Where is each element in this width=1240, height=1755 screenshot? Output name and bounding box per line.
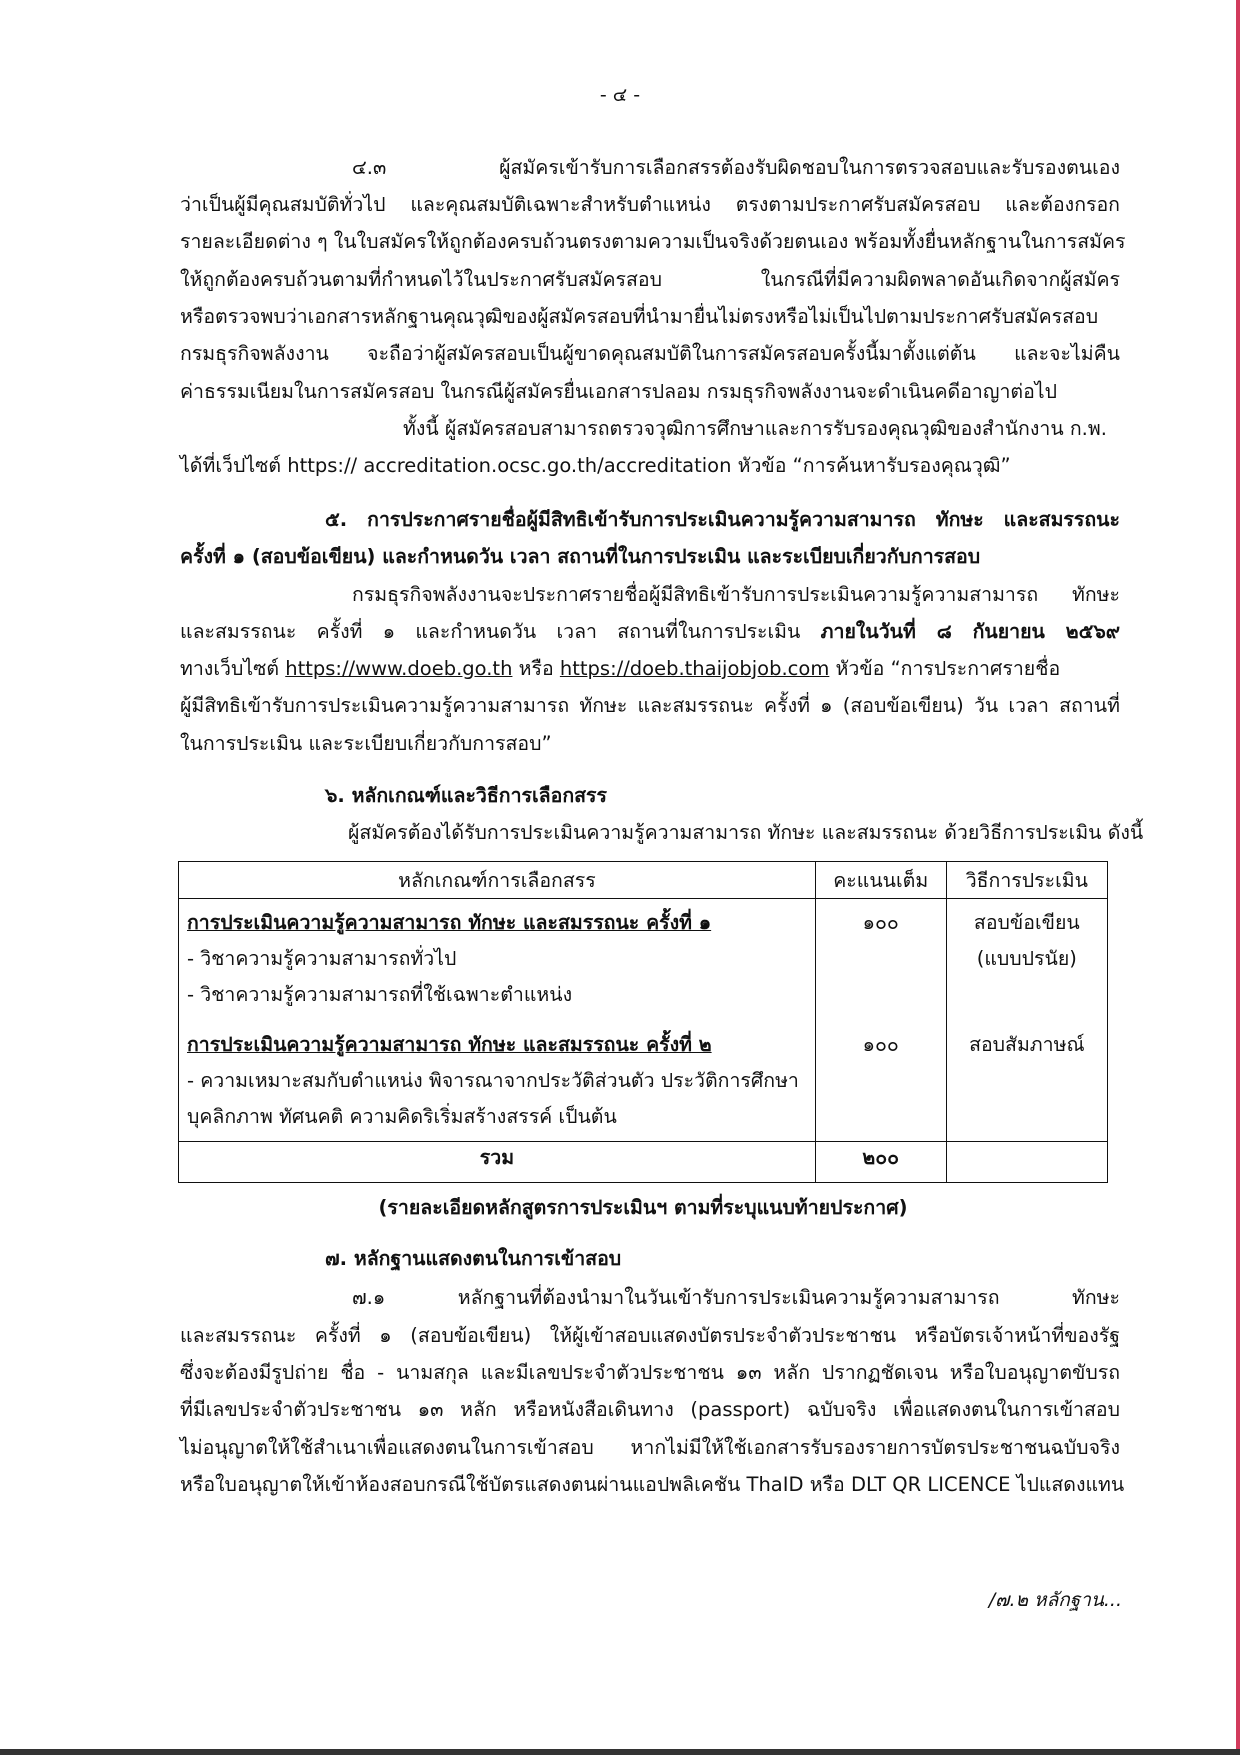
continuation-note: /๗.๒ หลักฐาน... [988,1589,1122,1611]
s4-line-3: รายละเอียดต่าง ๆ ในใบสมัครให้ถูกต้องครบถ้วนตรงตามความเป็นจริงด้วยตนเอง พร้อมทั้งยื่นหลักฐานในการสมัคร [180,230,1126,253]
s4-line-7: ค่าธรรมเนียมในการสมัครสอบ ในกรณีผู้สมัครยื่นเอกสารปลอม กรมธุรกิจพลังงานจะดำเนินคดีอาญาต่อไป [180,380,1057,403]
s6-footnote: (รายละเอียดหลักสูตรการประเมินฯ ตามที่ระบุแนบท้ายประกาศ) [378,1196,908,1219]
score-cell [815,899,946,1142]
page-number: - ๔ - [599,84,641,106]
round2-item-1: - ความเหมาะสมกับตำแหน่ง พิจารณาจากประวัติส่วนตัว ประวัติการศึกษา [187,1069,799,1092]
doeb-website-link[interactable]: https://www.doeb.go.th [285,657,513,680]
s5-heading-1: ๕. การประกาศรายชื่อผู้มีสิทธิเข้ารับการประเมินความรู้ความสามารถ ทักษะ และสมรรถนะ [325,508,1120,531]
header-criteria: หลักเกณฑ์การเลือกสรร [179,862,816,899]
s7-line-2: และสมรรถนะ ครั้งที่ ๑ (สอบข้อเขียน) ให้ผู้เข้าสอบแสดงบัตรประจำตัวประชาชน หรือบัตรเจ้าหน้าที่ของรัฐ [180,1324,1120,1347]
announcement-date: ภายในวันที่ ๘ กันยายน ๒๕๖๙ [820,620,1120,643]
method-cell [946,899,1107,1142]
s7-heading: ๗. หลักฐานแสดงตนในการเข้าสอบ [325,1247,622,1270]
s5-line-5: ในการประเมิน และระเบียบเกี่ยวกับการสอบ” [180,732,552,755]
criteria-table-total-row [179,1142,1108,1183]
round1-title: การประเมินความรู้ความสามารถ ทักษะ และสมรรถนะ ครั้งที่ ๑ [187,911,712,934]
s7-line-1: ๗.๑ หลักฐานที่ต้องนำมาในวันเข้ารับการประเมินความรู้ความสามารถ ทักษะ [352,1286,1120,1309]
total-score: ๒๐๐ [815,1142,946,1183]
s5-line-3 [180,651,1120,687]
s5-heading-2: ครั้งที่ ๑ (สอบข้อเขียน) และกำหนดวัน เวลา สถานที่ในการประเมิน และระเบียบเกี่ยวกับการสอบ [180,545,981,568]
s4-line-1: ๔.๓ ผู้สมัครเข้ารับการเลือกสรรต้องรับผิดชอบในการตรวจสอบและรับรองตนเอง [352,156,1120,179]
page-edge-bottom [0,1749,1240,1755]
s5-line-3-mid: หรือ [512,657,560,680]
criteria-table [178,861,1108,1183]
round2-item-2: บุคลิกภาพ ทัศนคติ ความคิดริเริ่มสร้างสรรค์ เป็นต้น [187,1105,617,1128]
s5-line-1: กรมธุรกิจพลังงานจะประกาศรายชื่อผู้มีสิทธิเข้ารับการประเมินความรู้ความสามารถ ทักษะ [352,583,1120,606]
page-edge-right [1236,0,1240,1755]
s7-line-4: ที่มีเลขประจำตัวประชาชน ๑๓ หลัก หรือหนังสือเดินทาง (passport) ฉบับจริง เพื่อแสดงตนในการเข้าสอบ [180,1398,1120,1421]
s4-note-line-2: ได้ที่เว็ปไซต์ https:// accreditation.ocsc.go.th/accreditation หัวข้อ “การค้นหารับรองคุณวุฒิ” [180,454,1011,477]
s4-line-5: หรือตรวจพบว่าเอกสารหลักฐานคุณวุฒิของผู้สมัครสอบที่นำมายื่นไม่ตรงหรือไม่เป็นไปตามประกาศรับสมัครสอบ [180,305,1099,328]
round2-method: สอบสัมภาษณ์ [969,1033,1085,1056]
total-label: รวม [179,1142,816,1183]
s7-line-6: หรือใบอนุญาตให้เข้าห้องสอบกรณีใช้บัตรแสดงตนผ่านแอปพลิเคชัน ThaID หรือ DLT QR LICENCE ไปแสดงแทน [180,1473,1125,1496]
round1-item-2: - วิชาความรู้ความสามารถที่ใช้เฉพาะตำแหน่ง [187,983,573,1006]
s7-line-3: ซึ่งจะต้องมีรูปถ่าย ชื่อ - นามสกุล และมีเลขประจำตัวประชาชน ๑๓ หลัก ปรากฏชัดเจน หรือใบอนุญาตขับรถ [180,1361,1120,1384]
s5-line-4: ผู้มีสิทธิเข้ารับการประเมินความรู้ความสามารถ ทักษะ และสมรรถนะ ครั้งที่ ๑ (สอบข้อเขียน) วัน เวลา สถานที่ [180,694,1120,717]
round2-title: การประเมินความรู้ความสามารถ ทักษะ และสมรรถนะ ครั้งที่ ๒ [187,1033,712,1056]
s6-heading: ๖. หลักเกณฑ์และวิธีการเลือกสรร [325,784,607,807]
round1-item-1: - วิชาความรู้ความสามารถทั่วไป [187,947,457,970]
header-method: วิธีการประเมิน [946,862,1107,899]
criteria-table-body-row [179,899,1108,1142]
round1-score: ๑๐๐ [862,911,899,934]
s4-line-6: กรมธุรกิจพลังงาน จะถือว่าผู้สมัครสอบเป็นผู้ขาดคุณสมบัติในการสมัครสอบครั้งนี้มาตั้งแต่ต้น และจะไม่คืน [180,342,1120,365]
s6-intro: ผู้สมัครต้องได้รับการประเมินความรู้ความสามารถ ทักษะ และสมรรถนะ ด้วยวิธีการประเมิน ดังนี้ [348,821,1144,844]
criteria-cell [179,899,816,1142]
s5-line-3-pre: ทางเว็บไซต์ [180,657,286,680]
s4-note-line-1: ทั้งนี้ ผู้สมัครสอบสามารถตรวจวุฒิการศึกษาและการรับรองคุณวุฒิของสำนักงาน ก.พ. [403,417,1107,440]
round2-score: ๑๐๐ [862,1033,899,1056]
s5-line-3-post: หัวข้อ “การประกาศรายชื่อ [829,657,1061,680]
round1-method-type: (แบบปรนัย) [976,947,1077,970]
criteria-table-header-row [179,862,1108,899]
total-method-empty [946,1142,1107,1183]
s5-line-2-text: และสมรรถนะ ครั้งที่ ๑ และกำหนดวัน เวลา สถานที่ในการประเมิน [180,620,821,643]
s5-line-2 [180,614,1120,650]
s4-line-2: ว่าเป็นผู้มีคุณสมบัติทั่วไป และคุณสมบัติเฉพาะสำหรับตำแหน่ง ตรงตามประกาศรับสมัครสอบ และต้องกรอก [180,193,1120,216]
s4-line-4: ให้ถูกต้องครบถ้วนตามที่กำหนดไว้ในประกาศรับสมัครสอบ ในกรณีที่มีความผิดพลาดอันเกิดจากผู้สมัคร [180,268,1120,291]
thaijobjob-website-link[interactable]: https://doeb.thaijobjob.com [559,657,830,680]
header-full-score: คะแนนเต็ม [815,862,946,899]
s7-line-5: ไม่อนุญาตให้ใช้สำเนาเพื่อแสดงตนในการเข้าสอบ หากไม่มีให้ใช้เอกสารรับรองรายการบัตรประชาชนฉบับจริง [180,1436,1120,1459]
round1-method: สอบข้อเขียน [973,911,1080,934]
